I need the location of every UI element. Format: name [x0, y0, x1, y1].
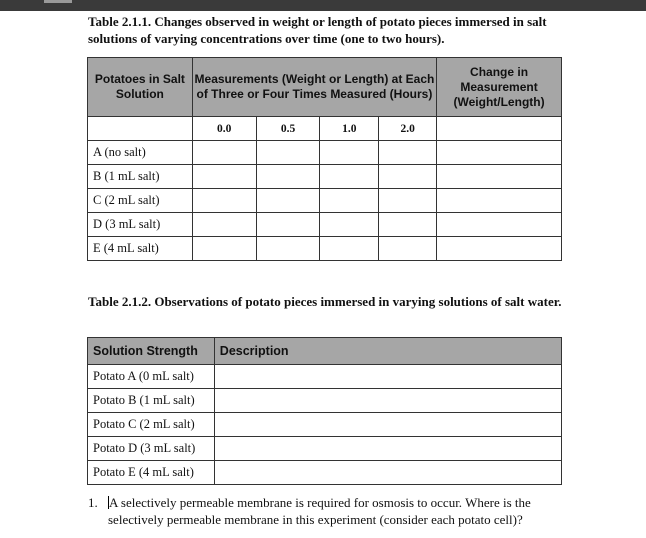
- header-description: Description: [214, 338, 561, 365]
- row-label-potato-d: Potato D (3 mL salt): [88, 437, 215, 461]
- table-row: [88, 165, 562, 189]
- row-label-potato-e: Potato E (4 mL salt): [88, 461, 215, 485]
- table-row: [88, 461, 562, 485]
- potato-observation-table: [87, 337, 562, 485]
- potato-measurement-table: [87, 57, 562, 261]
- header-change: Change in Measurement (Weight/Length): [437, 58, 562, 117]
- table-row: [88, 365, 562, 389]
- table-cell[interactable]: [256, 141, 320, 165]
- table-cell[interactable]: [320, 165, 379, 189]
- table-cell[interactable]: [437, 165, 562, 189]
- table-cell[interactable]: [320, 189, 379, 213]
- table-cell[interactable]: [379, 213, 437, 237]
- header-potatoes-in-salt: Potatoes in Salt Solution: [88, 58, 193, 117]
- time-1-0: 1.0: [320, 117, 379, 141]
- header-measurements: Measurements (Weight or Length) at Each of Three or Four Times Measured (Hours): [192, 58, 436, 117]
- row-label-potato-c: Potato C (2 mL salt): [88, 413, 215, 437]
- table-cell[interactable]: [256, 189, 320, 213]
- table-cell[interactable]: [192, 189, 256, 213]
- description-cell[interactable]: [214, 365, 561, 389]
- time-0-5: 0.5: [256, 117, 320, 141]
- table-cell[interactable]: [256, 237, 320, 261]
- description-cell[interactable]: [214, 461, 561, 485]
- table-cell[interactable]: [320, 237, 379, 261]
- table-cell[interactable]: [437, 213, 562, 237]
- table-cell[interactable]: [192, 141, 256, 165]
- row-label-d: D (3 mL salt): [88, 213, 193, 237]
- question-text: A selectively permeable membrane is required for osmosis to occur. Where is the selectively permeable membrane in this experiment (consider each potato cell)?: [108, 495, 531, 527]
- table-cell[interactable]: [256, 213, 320, 237]
- table2-caption: Table 2.1.2. Observations of potato pieces immersed in varying solutions of salt water.: [88, 294, 562, 309]
- table-cell[interactable]: [379, 237, 437, 261]
- table-cell[interactable]: [192, 165, 256, 189]
- window-top-bar: [0, 0, 646, 11]
- table-row: [88, 189, 562, 213]
- table-cell[interactable]: [437, 189, 562, 213]
- row-label-c: C (2 mL salt): [88, 189, 193, 213]
- table-cell[interactable]: [379, 189, 437, 213]
- table-cell[interactable]: [437, 141, 562, 165]
- table-cell[interactable]: [437, 117, 562, 141]
- row-label-potato-b: Potato B (1 mL salt): [88, 389, 215, 413]
- table-cell[interactable]: [88, 117, 193, 141]
- description-cell[interactable]: [214, 437, 561, 461]
- row-label-potato-a: Potato A (0 mL salt): [88, 365, 215, 389]
- header-solution-strength: Solution Strength: [88, 338, 215, 365]
- cut-off-next-line: [88, 534, 388, 538]
- table-row: [88, 389, 562, 413]
- table-cell[interactable]: [437, 237, 562, 261]
- table-row: [88, 437, 562, 461]
- table-cell[interactable]: [379, 165, 437, 189]
- time-2-0: 2.0: [379, 117, 437, 141]
- table1-caption: Table 2.1.1. Changes observed in weight or length of potato pieces immersed in salt solutions of varying concentrations over time (one to two hours).: [88, 14, 547, 46]
- table-cell[interactable]: [256, 165, 320, 189]
- description-cell[interactable]: [214, 389, 561, 413]
- table-row: [88, 213, 562, 237]
- table-cell[interactable]: [192, 213, 256, 237]
- description-cell[interactable]: [214, 413, 561, 437]
- table-row: [88, 237, 562, 261]
- table-row: [88, 141, 562, 165]
- row-label-a: A (no salt): [88, 141, 193, 165]
- table-cell[interactable]: [320, 141, 379, 165]
- row-label-e: E (4 mL salt): [88, 237, 193, 261]
- time-0-0: 0.0: [192, 117, 256, 141]
- row-label-b: B (1 mL salt): [88, 165, 193, 189]
- top-tab-indicator[interactable]: [44, 0, 72, 3]
- table-row: [88, 413, 562, 437]
- table-cell[interactable]: [320, 213, 379, 237]
- question-number: 1.: [88, 495, 98, 510]
- table-cell[interactable]: [192, 237, 256, 261]
- question-text-container[interactable]: [108, 494, 568, 528]
- table-cell[interactable]: [379, 141, 437, 165]
